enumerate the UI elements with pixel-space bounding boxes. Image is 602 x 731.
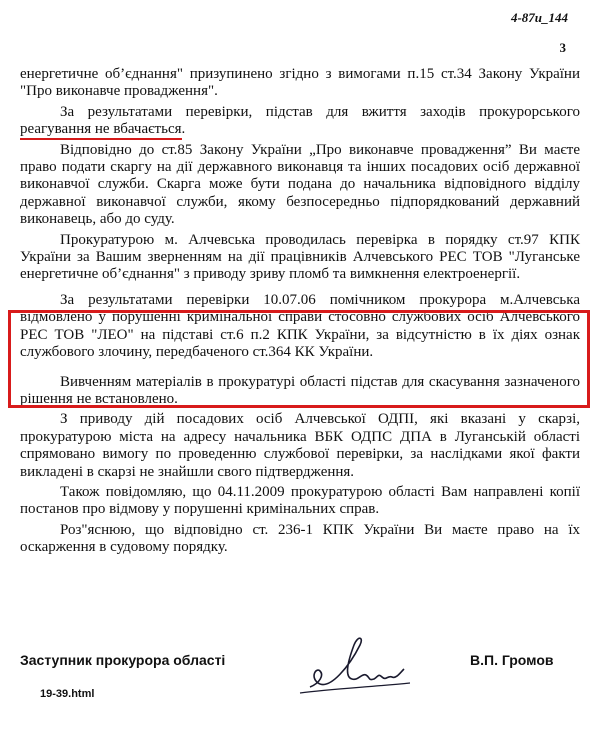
paragraph-2-underlined: реагування не вбачається	[20, 121, 182, 140]
handwritten-signature	[290, 625, 420, 705]
paragraph-6: Вивченням матеріалів в прокуратурі області підстав для скасування зазначеного рішення не встановлено.	[20, 373, 580, 407]
paragraph-2	[20, 104, 580, 139]
paragraph-5-highlighted: За результатами перевірки 10.07.06 помічником прокурора м.Алчевська відмовлено у порушенні кримінальної справи стосовно службових осіб Алчевського РЕС ТОВ "ЛЕО" на підставі ст.6 п.2 КПК України, за відсутністю в їх діях ознак службового злочину, передбаченого ст.364 КК України.	[20, 291, 580, 361]
signer-name: В.П. Громов	[470, 652, 554, 668]
paragraph-7: З приводу дій посадових осіб Алчевської ОДПІ, які вказані у скарзі, прокуратурою міста на адресу начальника ВБК ОДПС ДПА в Луганській області спрямовано вимогу по проведенню службової перевірки, за наслідками якої факти викладені в скарзі не знайшли свого підтвердження.	[20, 411, 580, 480]
document-code: 4-87и_144	[510, 10, 568, 25]
paragraph-2-text: За результатами перевірки, підстав для вжиття заходів прокурорського	[60, 103, 580, 120]
paragraph-1: енергетичне об’єднання" призупинено згідно з вимогами п.15 ст.34 Закону України "Про виконавче провадження".	[20, 66, 580, 100]
red-highlight-frame	[8, 310, 590, 408]
paragraph-3: Відповідно до ст.85 Закону України „Про виконавче провадження” Ви маєте право подати скаргу на дії державного виконавця та інших посадових осіб державної виконавчої служби. Скарга може бути подана до начальника відповідного відділу державної виконавчої служби, якому безпосередньо підпорядкований державний виконавець, або до суду.	[20, 141, 580, 228]
footer-filename: 19-39.html	[40, 688, 95, 700]
paragraph-8: Також повідомляю, що 04.11.2009 прокуратурою області Вам направлені копії постанов про відмову у порушенні кримінальних справ.	[20, 483, 580, 518]
paragraph-9: Роз"яснюю, що відповідно ст. 236-1 КПК України Ви маєте право на їх оскарження в судовому порядку.	[20, 521, 580, 556]
signer-position: Заступник прокурора області	[20, 652, 226, 668]
paragraph-2-end: .	[181, 121, 186, 138]
page-number: 3	[559, 40, 566, 55]
paragraph-4: Прокуратурою м. Алчевська проводилась перевірка в порядку ст.97 КПК України за Вашим зверненням на дії працівників Алчевського РЕС ТОВ "Луганське енергетичне об’єднання" з приводу зриву пломб та вимкнення електроенергії.	[20, 231, 580, 283]
